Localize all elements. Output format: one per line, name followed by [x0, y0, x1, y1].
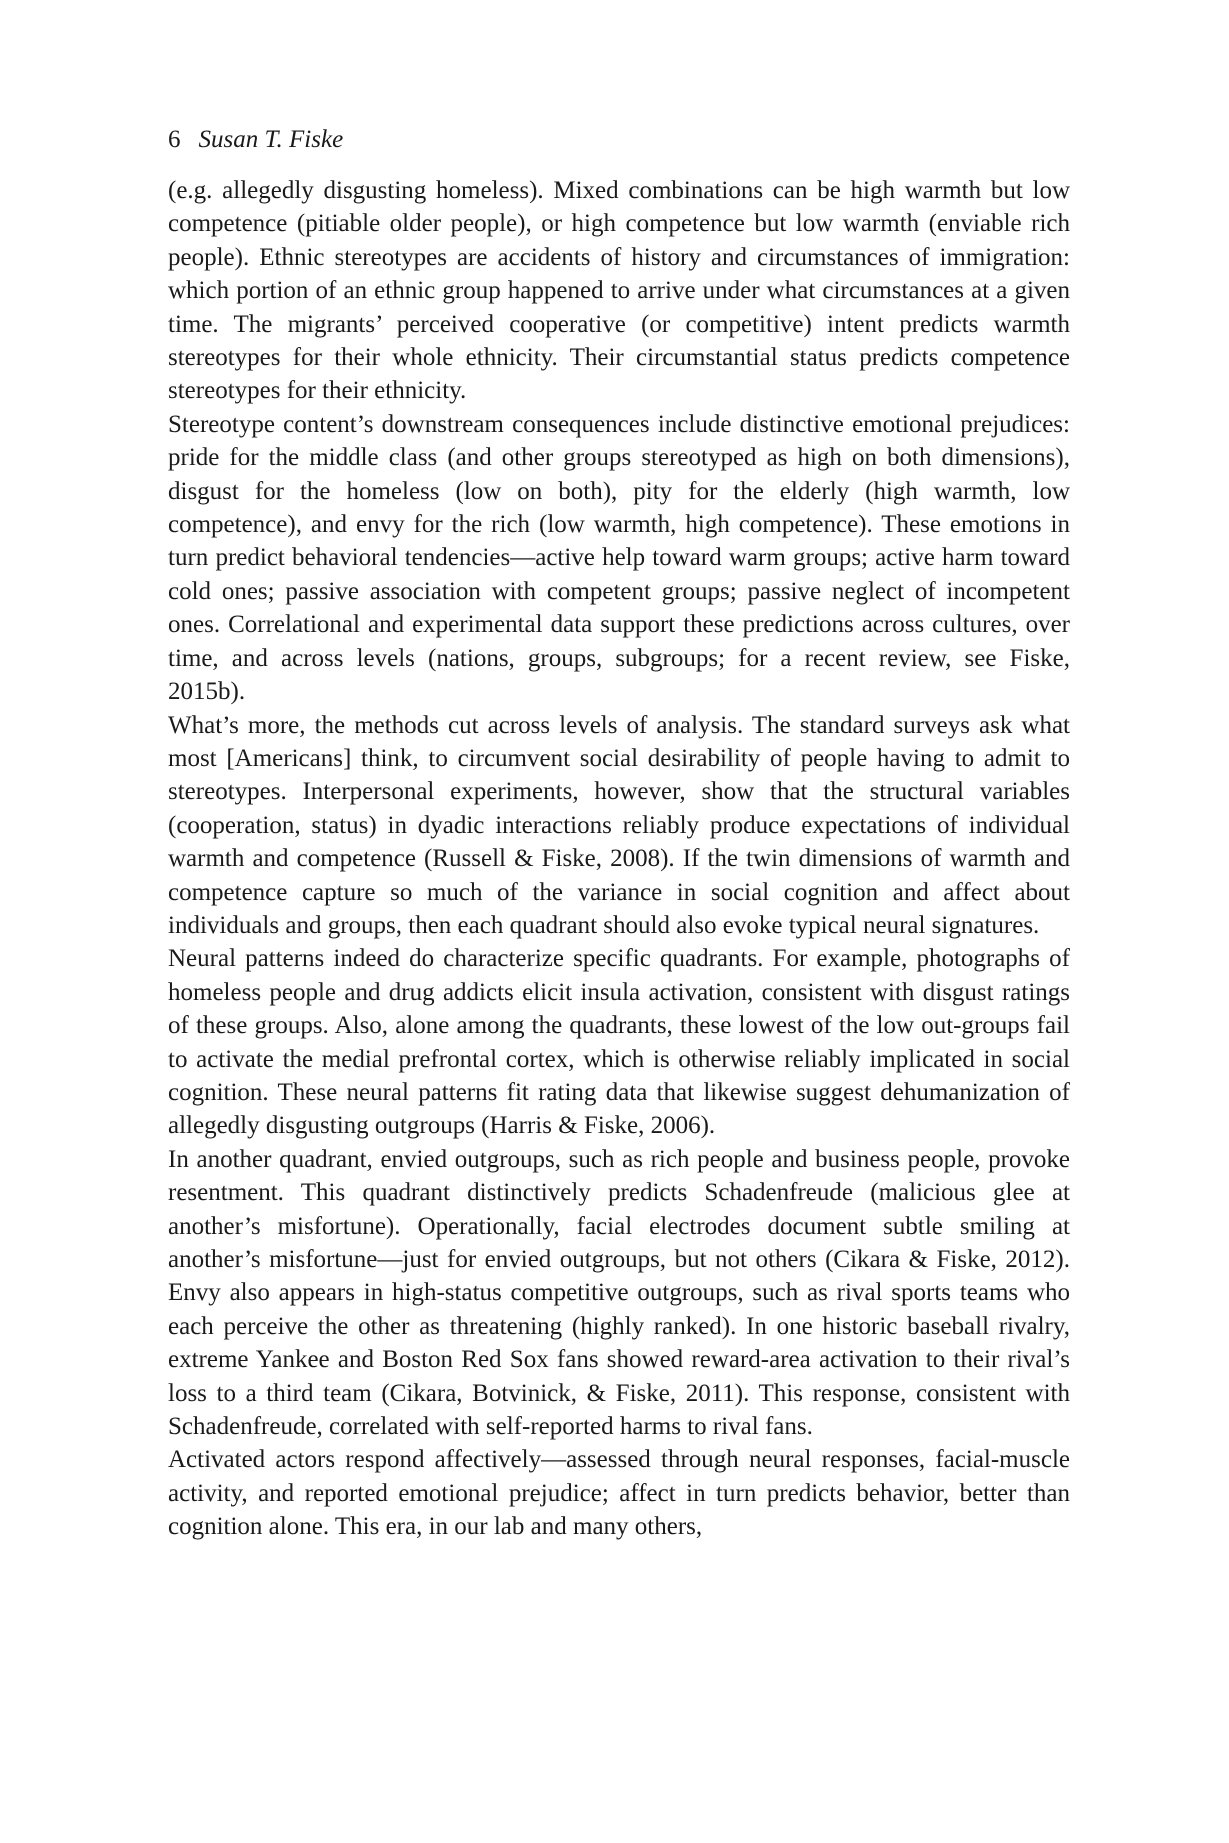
paragraph: Stereotype content’s downstream consequences include distinctive emotional prejudices: pride for the middle class (and other groups stereotyped as high on both dimensions), disgust for the homeless (low on both), pity for the elderly (high warmth, low competence), and envy for the rich (low warmth, high competence). These emotions in turn predict behavioral tendencies—active help toward warm groups; active harm toward cold ones; passive association with competent groups; passive neglect of incompetent ones. Correlational and experimental data support these predictions across cultures, over time, and across levels (nations, groups, subgroups; for a recent review, see Fiske, 2015b). — [168, 410, 1070, 706]
paragraph: What’s more, the methods cut across levels of analysis. The standard surveys ask what most [Americans] think, to circumvent social desirability of people having to admit to stereotypes. Interpersonal experiments, however, show that the structural variables (cooperation, status) in dyadic interactions reliably produce expectations of individual warmth and competence (Russell & Fiske, 2008). If the twin dimensions of warmth and competence capture so much of the variance in social cognition and affect about individuals and groups, then each quadrant should also evoke typical neural signatures. — [168, 711, 1070, 939]
paragraph-continued: (e.g. allegedly disgusting homeless). Mixed combinations can be high warmth but low competence (pitiable older people), or high competence but low warmth (enviable rich people). Ethnic stereotypes are accidents of history and circumstances of immigration: which portion of an ethnic group happened to arrive under what circumstances at a given time. The migrants’ perceived cooperative (or competitive) intent predicts warmth stereotypes for their whole ethnicity. Their circumstantial status predicts competence stereotypes for their ethnicity. — [168, 177, 1070, 405]
paragraph: Neural patterns indeed do characterize specific quadrants. For example, photographs of homeless people and drug addicts elicit insula activation, consistent with disgust ratings of these groups. Also, alone among the quadrants, these lowest of the low out-groups fail to activate the medial prefrontal cortex, which is otherwise reliably implicated in social cognition. These neural patterns fit rating data that likewise suggest dehumanization of allegedly disgusting outgroups (Harris & Fiske, 2006). — [168, 945, 1070, 1140]
running-head — [168, 124, 343, 156]
paragraph: Activated actors respond affectively—assessed through neural responses, facial-muscle activity, and reported emotional prejudice; affect in turn predicts behavior, better than cognition alone. This era, in our lab and many others, — [168, 1446, 1070, 1541]
running-head-author: Susan T. Fiske — [198, 126, 344, 153]
paragraph: In another quadrant, envied outgroups, such as rich people and business people, provoke resentment. This quadrant distinctively predicts Schadenfreude (malicious glee at another’s misfortune). Operationally, facial electrodes document subtle smiling at another’s misfortune—just for envied outgroups, but not others (Cikara & Fiske, 2012). Envy also appears in high-status competitive outgroups, such as rival sports teams who each perceive the other as threatening (highly ranked). In one historic baseball rivalry, extreme Yankee and Boston Red Sox fans showed reward-area activation to their rival’s loss to a third team (Cikara, Botvinick, & Fiske, 2011). This response, consistent with Schadenfreude, correlated with self-reported harms to rival fans. — [168, 1145, 1070, 1441]
body-text — [168, 174, 1070, 1544]
page-number: 6 — [168, 126, 181, 153]
